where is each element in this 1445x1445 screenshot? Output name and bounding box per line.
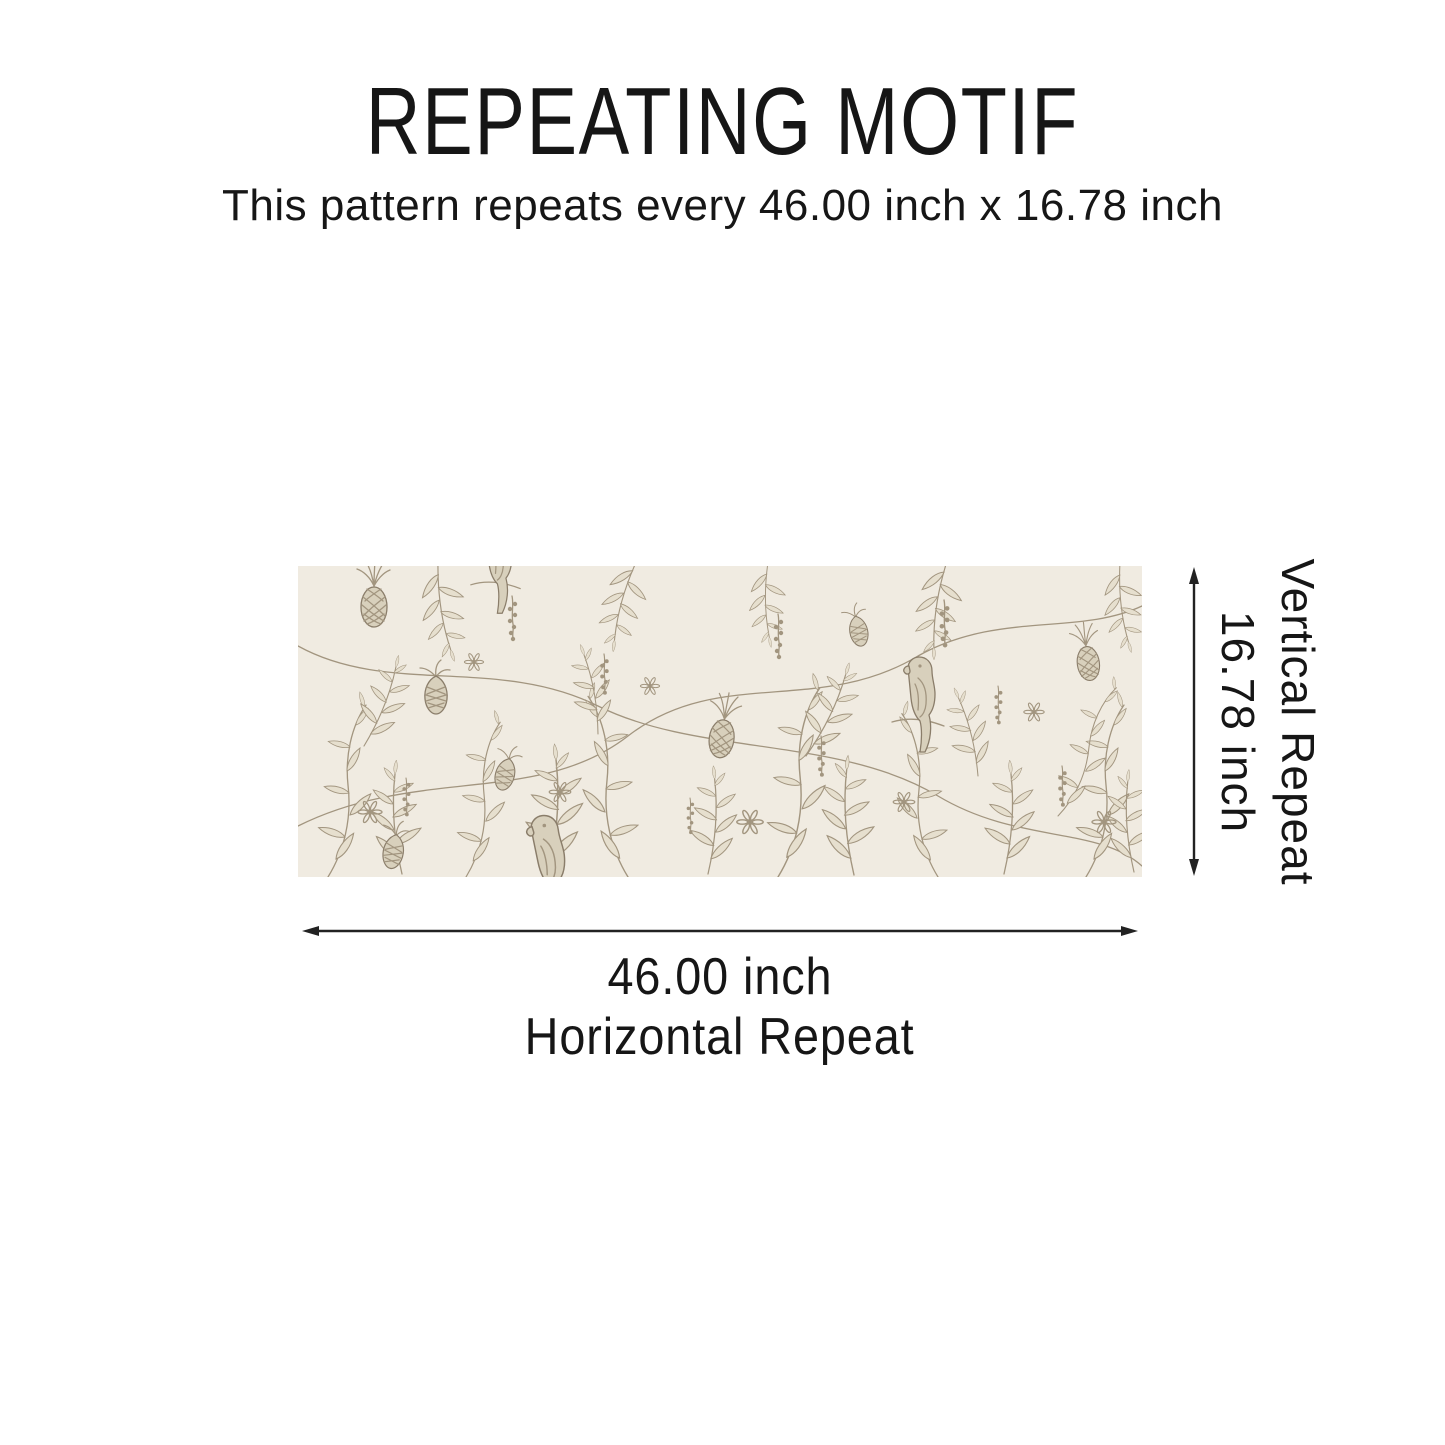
page-subtitle: This pattern repeats every 46.00 inch x 16.78 inch: [222, 181, 1223, 230]
page-title: [0, 68, 1445, 175]
arrowhead-down-icon: [1189, 859, 1199, 876]
botanical-toile-pattern-graphic: [298, 566, 1142, 877]
horizontal-dimension-arrow: [298, 920, 1142, 942]
vertical-dimension-arrow: [1183, 566, 1205, 877]
arrowhead-left-icon: [302, 926, 319, 936]
vertical-repeat-label: Vertical Repeat: [1272, 558, 1324, 886]
arrowhead-up-icon: [1189, 567, 1199, 584]
arrowhead-right-icon: [1121, 926, 1138, 936]
horizontal-repeat-value: 46.00 inch: [607, 948, 833, 1006]
page-title-text: REPEATING MOTIF: [365, 68, 1080, 175]
vertical-repeat-value: 16.78 inch: [1212, 610, 1264, 834]
vertical-dimension-labels: [1208, 532, 1328, 912]
pattern-swatch-image: [298, 566, 1142, 877]
horizontal-repeat-label: Horizontal Repeat: [525, 1008, 915, 1066]
horizontal-dimension-labels: [298, 947, 1142, 1067]
